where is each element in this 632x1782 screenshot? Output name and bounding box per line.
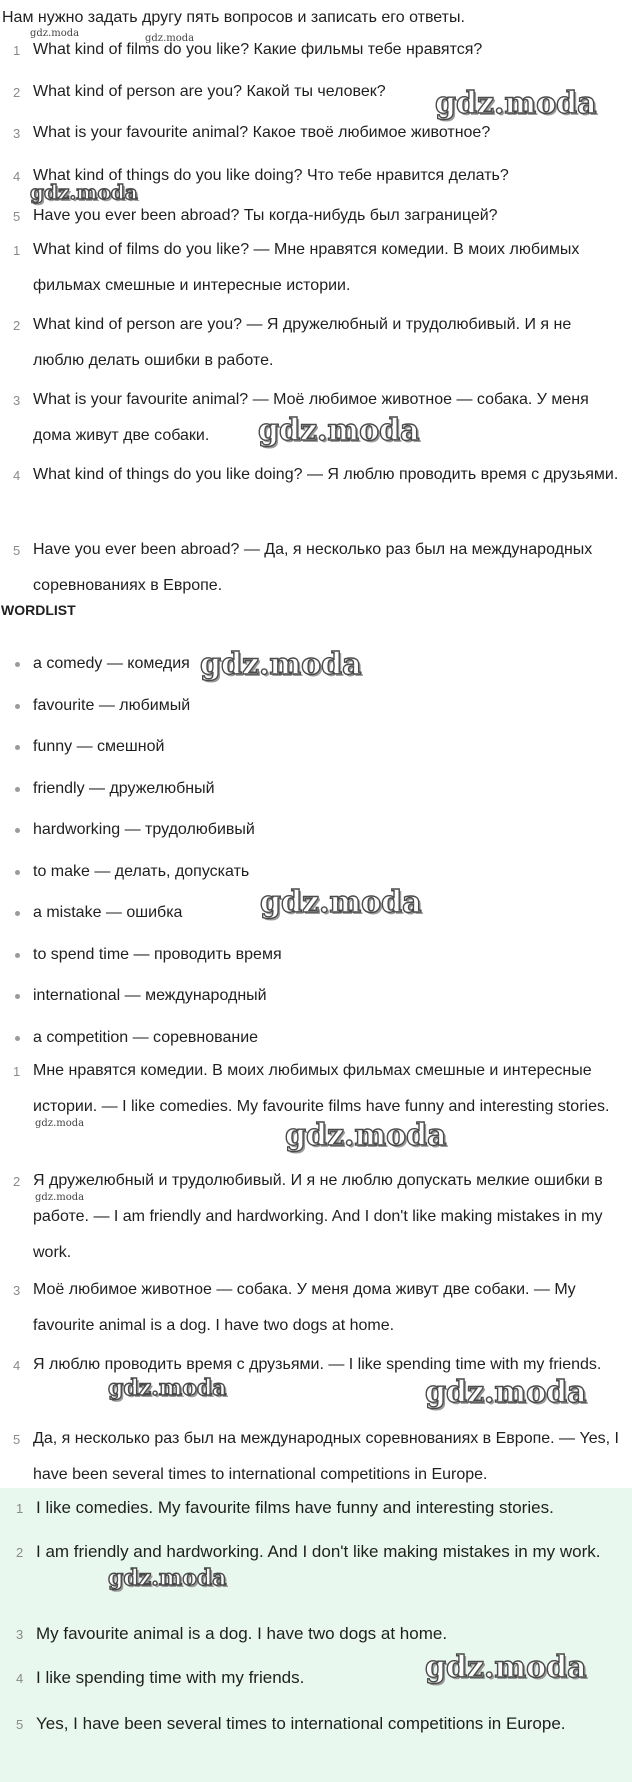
watermark: gdz.moda xyxy=(425,1375,587,1410)
item-number: 1 xyxy=(13,43,21,58)
item-text: I like comedies. My favourite films have funny and interesting stories. xyxy=(36,1498,554,1517)
bullet-icon xyxy=(15,828,20,833)
item-number: 2 xyxy=(13,1174,21,1189)
wordlist-title: WORDLIST xyxy=(1,602,76,618)
item-text: What kind of things do you like doing? — Я люблю проводить время с друзьями. xyxy=(33,466,619,483)
item-number: 5 xyxy=(13,543,21,558)
item-number: 1 xyxy=(13,1064,21,1079)
item-number: 5 xyxy=(16,1717,24,1732)
item-number: 1 xyxy=(13,243,21,258)
item-number: 4 xyxy=(13,169,21,184)
item-text: Have you ever been abroad? — Да, я несколько раз был на международных соревнованиях в Европе. xyxy=(33,541,593,594)
item-text: What kind of person are you? Какой ты человек? xyxy=(33,83,386,100)
item-number: 3 xyxy=(13,126,21,141)
item-text: My favourite animal is a dog. I have two dogs at home. xyxy=(36,1624,448,1643)
watermark: gdz.moda xyxy=(425,1650,587,1685)
item-text: Я дружелюбный и трудолюбивый. И я не люблю допускать мелкие ошибки в работе. — I am friendly and hardworking. And I don't like making mistakes in my work. xyxy=(33,1172,603,1261)
item-text: I am friendly and hardworking. And I don't like making mistakes in my work. xyxy=(36,1542,601,1561)
wordlist-item-text: funny — смешной xyxy=(33,738,165,755)
item-text: Мне нравятся комедии. В моих любимых фильмах смешные и интересные истории. — I like comedies. My favourite films have funny and interesting stories. xyxy=(33,1062,610,1115)
item-text: Я люблю проводить время с друзьями. — I like spending time with my friends. xyxy=(33,1356,602,1373)
item-number: 2 xyxy=(13,85,21,100)
wordlist-item-text: a mistake — ошибка xyxy=(33,904,183,921)
bullet-icon xyxy=(15,994,20,999)
bullet-icon xyxy=(15,911,20,916)
item-text: What kind of things do you like doing? Что тебе нравится делать? xyxy=(33,167,509,184)
watermark: gdz.moda xyxy=(435,86,597,121)
item-text: What kind of films do you like? Какие фильмы тебе нравятся? xyxy=(33,41,483,58)
item-number: 1 xyxy=(16,1501,24,1516)
wordlist-item-text: to spend time — проводить время xyxy=(33,946,282,963)
watermark: gdz.moda xyxy=(35,1118,85,1129)
item-number: 3 xyxy=(16,1627,24,1642)
bullet-icon xyxy=(15,953,20,958)
wordlist-item-text: hardworking — трудолюбивый xyxy=(33,821,255,838)
bullet-icon xyxy=(15,704,20,709)
item-number: 4 xyxy=(13,1358,21,1373)
item-text: Да, я несколько раз был на международных соревнованиях в Европе. — Yes, I have been several times to international competitions in Europe. xyxy=(33,1430,619,1483)
bullet-icon xyxy=(15,787,20,792)
wordlist-item-text: a comedy — комедия xyxy=(33,655,190,672)
item-number: 5 xyxy=(13,1432,21,1447)
item-text: Моё любимое животное — собака. У меня дома живут две собаки. — My favourite animal is a dog. I have two dogs at home. xyxy=(33,1281,576,1334)
item-number: 2 xyxy=(13,318,21,333)
wordlist-item-text: friendly — дружелюбный xyxy=(33,780,215,797)
final-answers-block xyxy=(0,1488,632,1782)
item-number: 2 xyxy=(16,1545,24,1560)
watermark: gdz.moda xyxy=(145,33,195,44)
watermark: gdz.moda xyxy=(200,647,362,682)
bullet-icon xyxy=(15,870,20,875)
bullet-icon xyxy=(15,745,20,750)
wordlist-item-text: international — международный xyxy=(33,987,267,1004)
item-text: Have you ever been abroad? Ты когда-нибудь был заграницей? xyxy=(33,207,498,224)
item-number: 5 xyxy=(13,209,21,224)
watermark: gdz.moda xyxy=(258,413,420,448)
item-text: I like spending time with my friends. xyxy=(36,1668,305,1687)
watermark: gdz.moda xyxy=(30,28,80,39)
item-text: What is your favourite animal? Какое твоё любимое животное? xyxy=(33,124,491,141)
bullet-icon xyxy=(15,1036,20,1041)
watermark: gdz.moda xyxy=(108,1375,227,1401)
watermark: gdz.moda xyxy=(30,180,138,204)
watermark: gdz.moda xyxy=(35,1192,85,1203)
intro-text: Нам нужно задать другу пять вопросов и записать его ответы. xyxy=(2,9,465,26)
item-text: Yes, I have been several times to international competitions in Europe. xyxy=(36,1714,566,1733)
item-number: 4 xyxy=(16,1671,24,1686)
item-text: What is your favourite animal? — Моё любимое животное — собака. У меня дома живут две собаки. xyxy=(33,391,589,444)
wordlist-item-text: favourite — любимый xyxy=(33,697,191,714)
item-number: 3 xyxy=(13,393,21,408)
wordlist-item-text: to make — делать, допускать xyxy=(33,863,250,880)
watermark: gdz.moda xyxy=(260,885,422,920)
item-text: What kind of films do you like? — Мне нравятся комедии. В моих любимых фильмах смешные и интересные истории. xyxy=(33,241,580,294)
watermark: gdz.moda xyxy=(108,1565,227,1591)
item-text: What kind of person are you? — Я дружелюбный и трудолюбивый. И я не люблю делать ошибки в работе. xyxy=(33,316,572,369)
item-number: 4 xyxy=(13,468,21,483)
watermark: gdz.moda xyxy=(285,1118,447,1153)
bullet-icon xyxy=(15,662,20,667)
wordlist-item-text: a competition — соревнование xyxy=(33,1029,259,1046)
item-number: 3 xyxy=(13,1283,21,1298)
